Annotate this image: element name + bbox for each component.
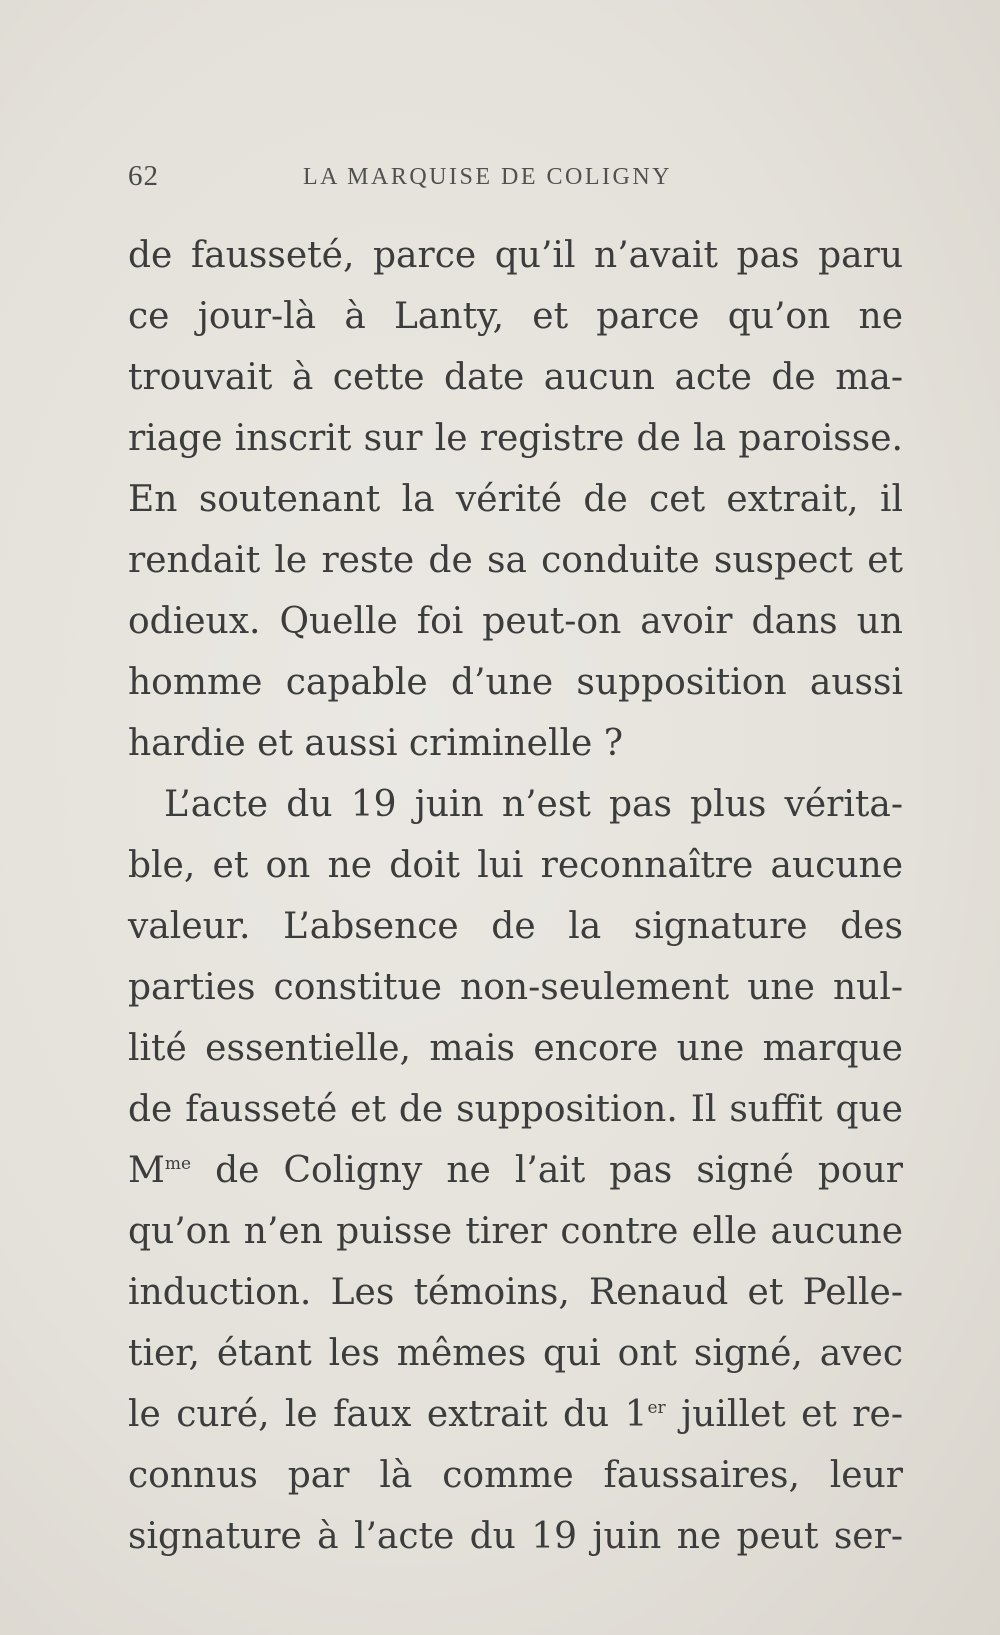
text-line: rendait le reste de sa conduite suspect et <box>128 540 903 581</box>
juillet-rest: juillet et re- <box>665 1394 903 1435</box>
text-line: ble, et on ne doit lui reconnaître aucune <box>128 845 903 886</box>
text-line-juillet <box>128 1384 903 1445</box>
paragraph-start-line: L’acte du 19 juin n’est pas plus vérita- <box>164 784 903 825</box>
juillet-superscript: er <box>647 1398 666 1418</box>
juillet-prefix: le curé, le faux extrait du 1 <box>128 1394 648 1435</box>
text-line: signature à l’acte du 19 juin ne peut ser- <box>128 1516 903 1557</box>
text-line: En soutenant la vérité de cet extrait, il <box>128 479 903 520</box>
text-line: qu’on n’en puisse tirer contre elle aucune <box>128 1211 903 1252</box>
page-header <box>128 160 908 200</box>
text-line: lité essentielle, mais encore une marque <box>128 1028 903 1069</box>
mme-rest: de Coligny ne l’ait pas signé pour <box>191 1150 903 1191</box>
text-line: trouvait à cette date aucun acte de ma- <box>128 357 903 398</box>
body-text <box>128 225 903 1567</box>
text-line: valeur. L’absence de la signature des <box>128 906 903 947</box>
text-line: connus par là comme faussaires, leur <box>128 1455 903 1496</box>
text-line: de fausseté et de supposition. Il suffit que <box>128 1089 903 1130</box>
text-line: ce jour-là à Lanty, et parce qu’on ne <box>128 296 903 337</box>
running-title: LA MARQUISE DE COLIGNY <box>303 164 672 190</box>
text-line: riage inscrit sur le registre de la paroisse. <box>128 418 903 459</box>
text-line: odieux. Quelle foi peut-on avoir dans un <box>128 601 903 642</box>
mme-prefix: M <box>128 1150 165 1191</box>
paragraph-end-line: hardie et aussi criminelle ? <box>128 723 624 764</box>
text-line: de fausseté, parce qu’il n’avait pas paru <box>128 235 903 276</box>
text-line: homme capable d’une supposition aussi <box>128 662 903 703</box>
text-line: induction. Les témoins, Renaud et Pelle- <box>128 1272 903 1313</box>
text-line: parties constitue non-seulement une nul- <box>128 967 903 1008</box>
text-line: tier, étant les mêmes qui ont signé, avec <box>128 1333 903 1374</box>
text-line-mme <box>128 1140 903 1201</box>
page-number: 62 <box>128 160 159 192</box>
mme-superscript: me <box>164 1154 192 1174</box>
